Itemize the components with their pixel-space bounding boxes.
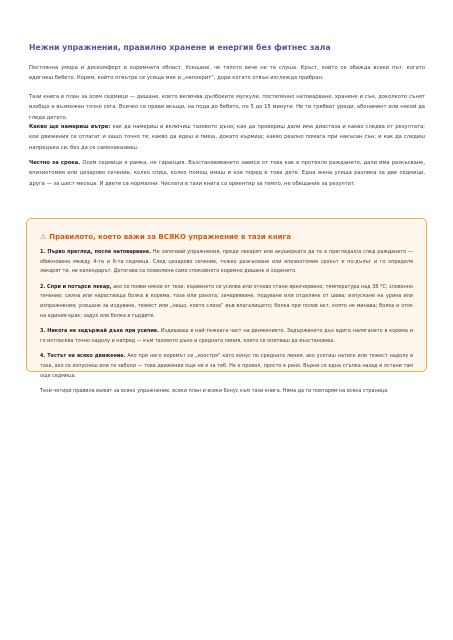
rule-lead-3: 3. Никога не задържай дъха при усилие. [40,328,159,335]
callout-rule-3 [40,327,413,346]
intro-paragraph-1 [29,63,425,84]
rule-text-4: Ако при него коремът се „изостря“ като конус по средната линия, ако усетиш натиск или тежест надолу в таза, ако се изпуснеш или те заболи — това движение още не е за теб. Не е провал, просто е рано. Върни се една стъпка назад и остани там още седмица. [40,353,413,379]
rule-lead-4: 4. Тестът на всяко движение. [40,353,126,360]
callout-rule-1 [40,248,413,277]
rule-text-1: Не започвай упражнения, преди лекарят или акушерката да те е прегледал/а след раждането — обикновено между 4-та и 6-та седмица. След цезарово сечение, тежко разкъсване или епизиотомия срокът е по-дълъг и го определя лекарят ти, не календарът. Дотогава са позволени само спокойното коремно дишане и ходенето. [40,249,413,275]
intro-lead-3: Какво ще намериш вътре: [29,124,111,130]
callout-title [40,233,413,241]
intro-text-2: Тази книга е план за осем седмици — дишане, което включва дълбоките мускули, постепенно натоварване, хранене и сън, доколкото сънят изобщо е възможен точно сега. Всичко се прави вкъщи, на пода до бебето, по 5 до 15 минути. Не ти трябват уреди, абонамент или някой да гледа детето. [29,94,425,121]
intro-paragraph-2 [29,92,425,123]
intro-text-1: Постоянна умора и дискомфорт в коремната област. Усещане, че тялото вече не те слуша. Кръст, който се обажда всеки път, когато вдигнеш бебето. Корем, който отвътре се усеща мек и „непокрит“, дори когато отвън изглежда прибран. [29,65,425,82]
rule-text-3: Издишваш в най-тежката част на движението. Задържането дъх вдига налягането в корема и го изтласква точно надолу и напред — към тазовото дъно и средната линия, които се опитваш да възстановиш. [40,328,413,344]
rule-text-5: Тези четири правила важат за всяко упражнение, всеки план и всеки бонус към тази книга. Няма да ги повтарям на всяка страница. [40,388,389,395]
rule-lead-1: 1. Първо преглед, после натоварване. [40,249,151,255]
intro-text-4: Осем седмици е рамка, не гаранция. Възстановяването зависи от това как е протекло раждането, дали има разкъсване, епизиотомия или цезарово сечение, колко спиш, колко помощ имаш и кое поред е това дете. Една жена усеща разлика за две седмици, друга — за шест месеца. И двете са нормални. Числата в тази книга са ориентир за темпо, не обещание за резултат. [29,160,425,187]
rule-lead-2: 2. Спри и потърси лекар, [40,283,112,290]
intro-text-3: как да намериш и включиш тазовото дъно; как да провериш дали има диастаза и какво следва от резултата; кои движения се отлагат и защо точно те; какво да ядеш и пиеш, докато кърмиш; какво реално помага при накъсан сън; и как да следиш напредъка си, без да се самонаказваш. [29,124,425,151]
intro-paragraph-4 [29,158,425,189]
warning-callout [26,218,427,395]
callout-closing [40,387,413,397]
callout-rule-4 [40,352,413,381]
callout-rule-2 [40,283,413,321]
rule-text-2: ако се появи някое от тези: кървенето се усилва или отново стане яркочервено; температура над 38 °C; зловонно течение; силна или нарастваща болка в корема, таза или раната; зачервяване, подуване или отделяне от шева; изпускане на урина или изпражнения; усещане за издуване, тежест или „нещо, което слиза“ във влагалището; болка при полов акт, която не минава; болка и оток на единия крак; задух или болка в гърдите. [40,283,413,319]
intro-paragraph-3 [29,122,425,153]
page-title: Нежни упражнения, правилно хранене и енергия без фитнес зала [29,43,331,52]
warning-icon: ⚠ [40,233,47,241]
callout-title-text: Правилото, което важи за ВСЯКО упражнение в тази книга [49,233,291,241]
intro-lead-4: Честно за срока. [29,160,81,166]
